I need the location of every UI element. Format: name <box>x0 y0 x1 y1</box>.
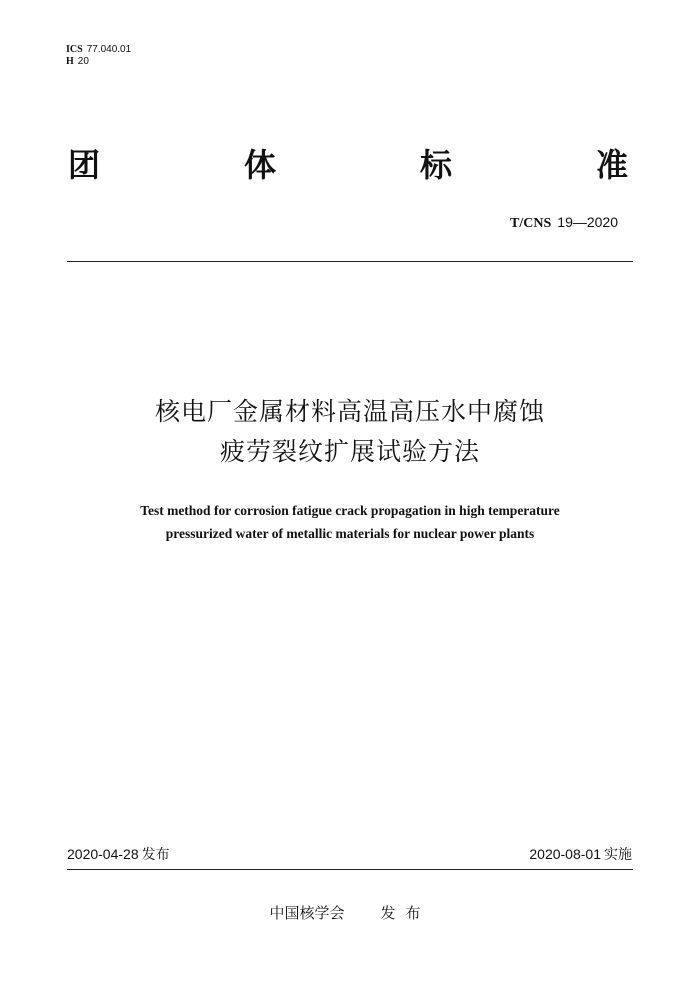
publisher-name: 中国核学会 <box>269 904 345 922</box>
title-chinese-line-1: 核电厂金属材料高温高压水中腐蚀 <box>154 397 545 426</box>
implement-date-label: 实施 <box>604 847 632 863</box>
standard-type-char-2: 体 <box>243 146 276 184</box>
implement-date-value: 2020-08-01 <box>529 846 601 862</box>
standard-number-prefix: T/CNS <box>510 216 552 231</box>
title-chinese <box>0 392 700 472</box>
ccs-code <box>66 56 131 68</box>
classification-codes <box>66 44 131 68</box>
publisher-issue-label: 发布 <box>380 904 431 922</box>
standard-number <box>510 213 618 233</box>
title-english <box>0 499 700 545</box>
implement-date <box>529 845 632 864</box>
footer-divider <box>67 869 633 870</box>
ccs-value: 20 <box>77 56 89 67</box>
standard-type-char-4: 准 <box>595 146 628 184</box>
standard-number-value: 19—2020 <box>557 214 618 230</box>
ics-value: 77.040.01 <box>86 44 132 55</box>
publish-date-value: 2020-04-28 <box>67 846 139 862</box>
ccs-label: H <box>66 56 74 67</box>
publisher <box>0 903 700 923</box>
ics-label: ICS <box>66 44 83 55</box>
title-english-line-1: Test method for corrosion fatigue crack propagation in high temperature <box>140 503 560 518</box>
publish-date <box>67 845 170 864</box>
header-divider <box>67 261 633 262</box>
standard-type-heading <box>68 143 628 187</box>
title-english-line-2: pressurized water of metallic materials for nuclear power plants <box>165 526 535 541</box>
standard-type-char-1: 团 <box>68 146 101 184</box>
publish-date-label: 发布 <box>141 847 170 863</box>
ics-code <box>66 44 131 56</box>
standard-type-char-3: 标 <box>419 146 452 184</box>
title-chinese-line-2: 疲劳裂纹扩展试验方法 <box>219 437 480 466</box>
